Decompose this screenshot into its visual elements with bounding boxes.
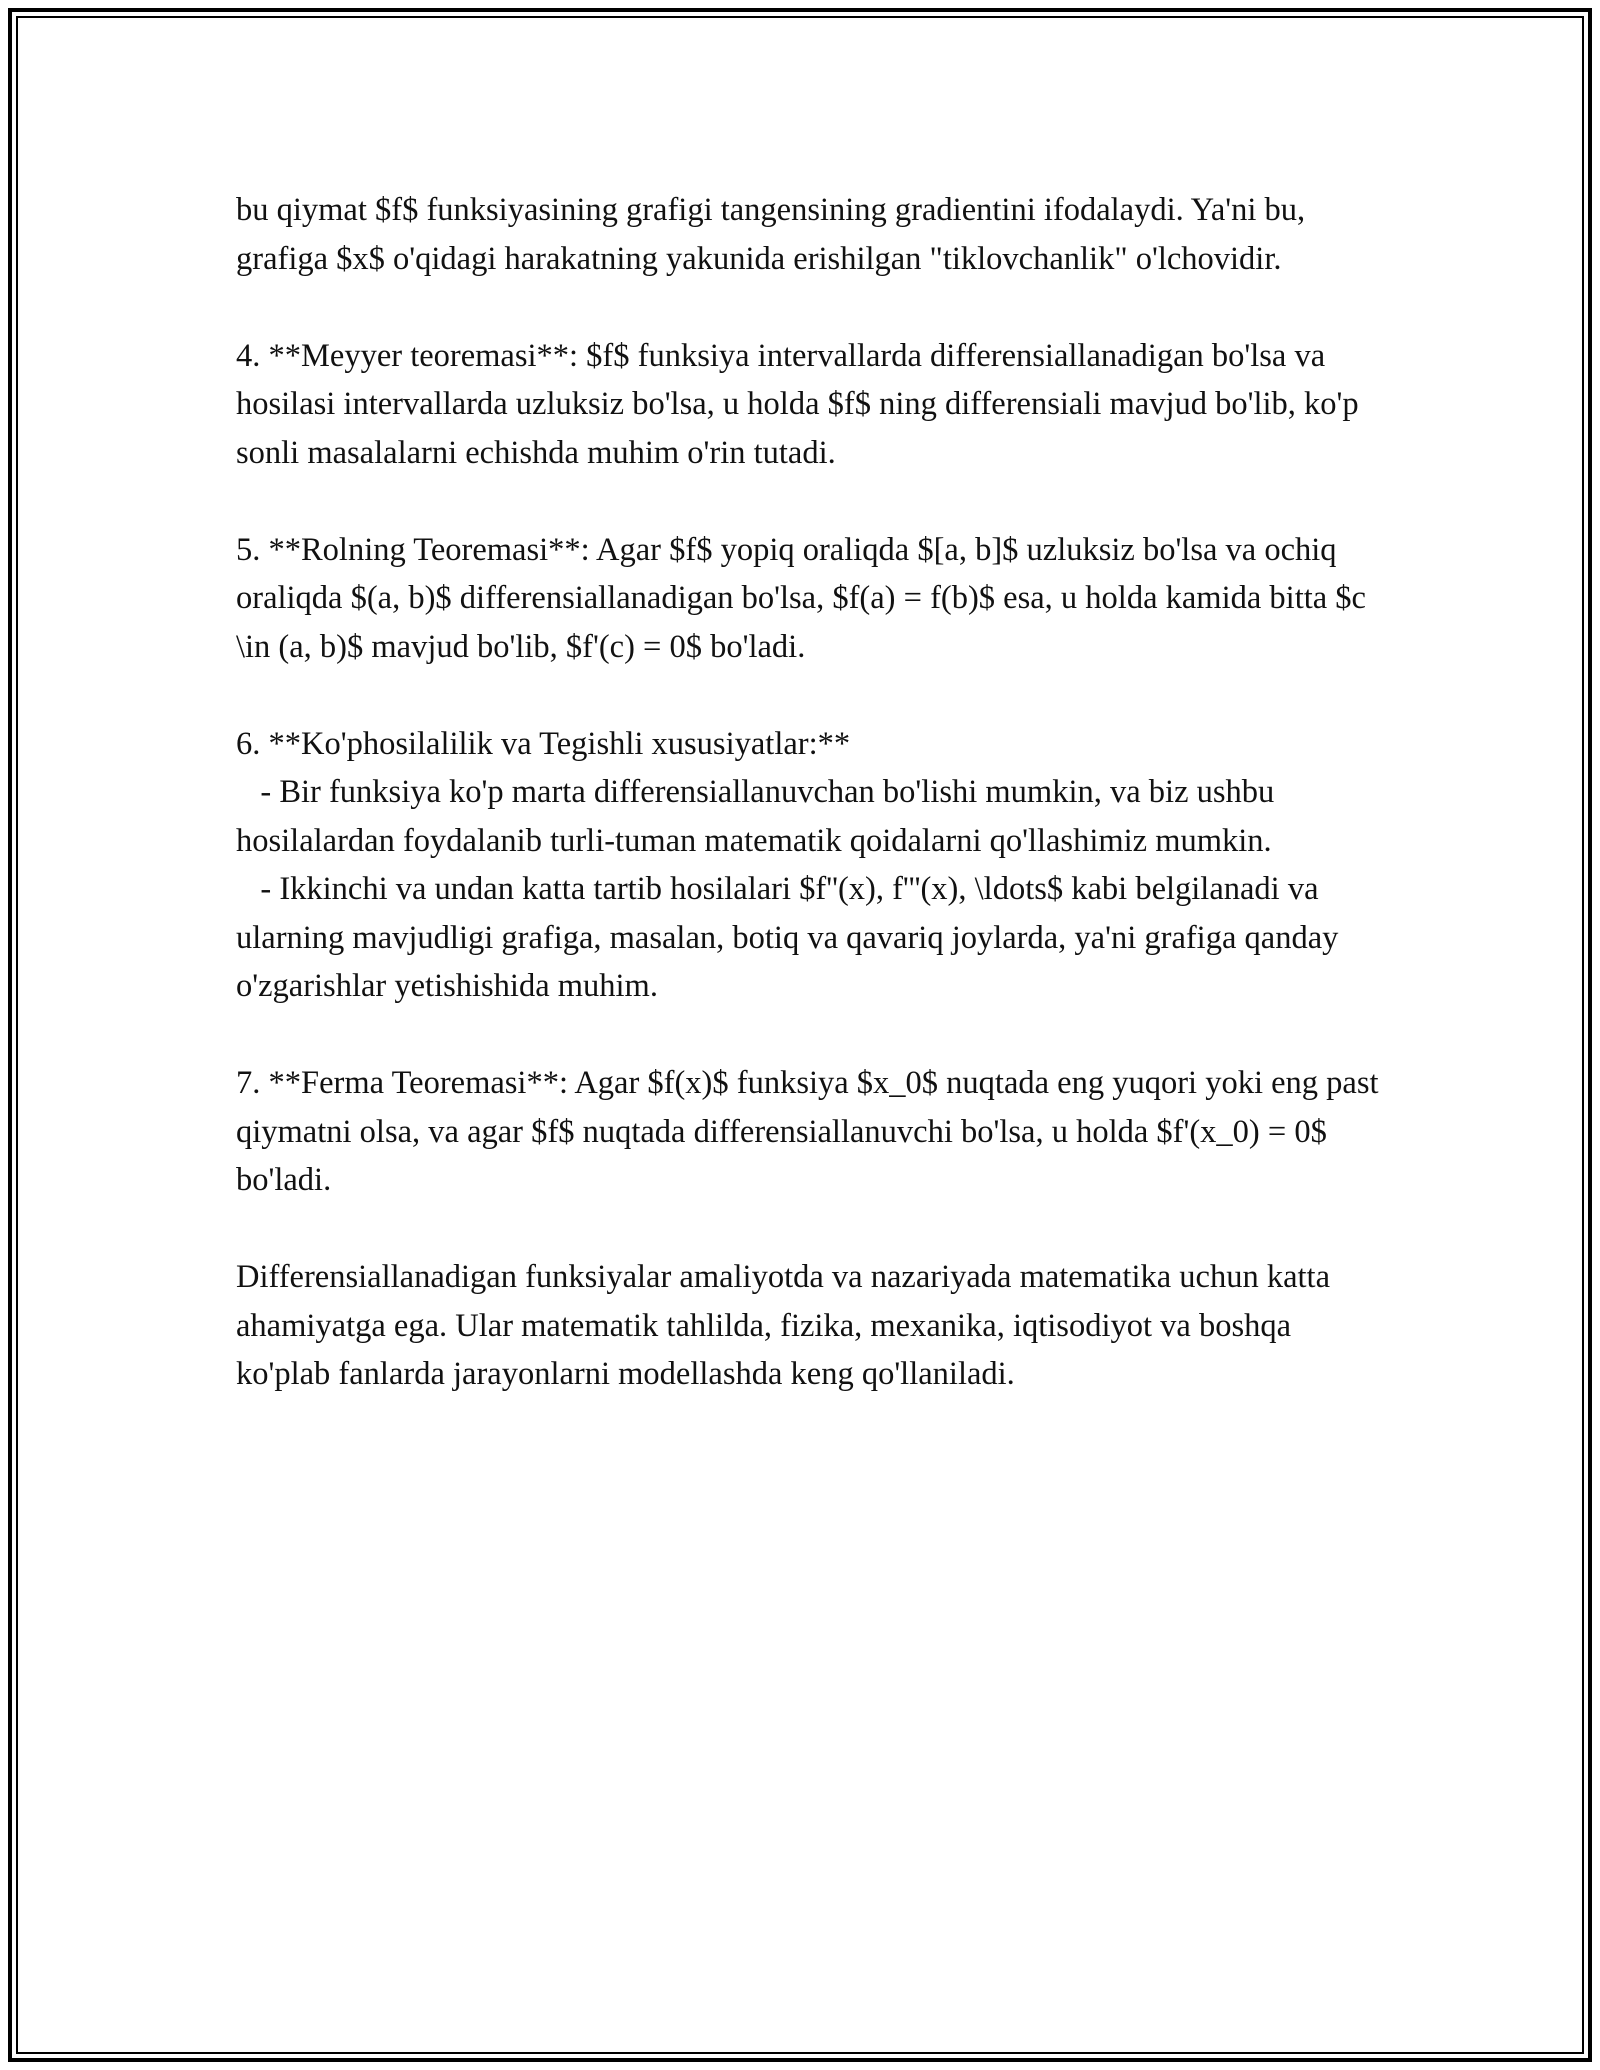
item-4-meyyer-theorem: 4. **Meyyer teoremasi**: $f$ funksiya intervallarda differensiallanadigan bo'lsa va hosilasi intervallarda uzluksiz bo'lsa, u holda $f$ ning differensiali mavjud bo'lib, ko'p sonli masalalarni echishda muhim o'rin tutadi. [236, 337, 1367, 471]
closing-paragraph: Differensiallanadigan funksiyalar amaliyotda va nazariyada matematika uchun katta ahamiyatga ega. Ular matematik tahlilda, fizika, mexanika, iqtisodiyot va boshqa ko'plab fanlarda jarayonlarni modellashda keng qo'llaniladi. [236, 1259, 1339, 1392]
item-6-bullet-1: - Bir funksiya ko'p marta differensiallanuvchan bo'lishi mumkin, va biz ushbu hosilalardan foydalanib turli-tuman matematik qoidalarni qo'llashimiz mumkin. [236, 774, 1283, 859]
item-7-fermat-theorem: 7. **Ferma Teoremasi**: Agar $f(x)$ funksiya $x_0$ nuqtada eng yuqori yoki eng past qiymatni olsa, va agar $f$ nuqtada differensiallanuvchi bo'lsa, u holda $f'(x_0) = 0$ bo'ladi. [236, 1065, 1387, 1198]
item-6-heading: 6. **Ko'phosilalilik va Tegishli xususiyatlar:** [236, 725, 851, 762]
item-6-higher-derivatives [236, 720, 1386, 1011]
intro-paragraph: bu qiymat $f$ funksiyasining grafigi tangensining gradientini ifodalaydi. Ya'ni bu, grafiga $x$ o'qidagi harakatning yakunida erishilgan "tiklovchanlik" o'lchovidir. [236, 192, 1314, 277]
item-5-rolle-theorem: 5. **Rolning Teoremasi**: Agar $f$ yopiq oraliqda $[a, b]$ uzluksiz bo'lsa va ochiq oraliqda $(a, b)$ differensiallanadigan bo'lsa, $f(a) = f(b)$ esa, u holda kamida bitta $c \in (a, b)$ mavjud bo'lib, $f'(c) = 0$ bo'ladi. [236, 531, 1375, 665]
item-6-bullet-2: - Ikkinchi va undan katta tartib hosilalari $f''(x), f'''(x), \ldots$ kabi belgilanadi va ularning mavjudligi grafiga, masalan, botiq va qavariq joylarda, ya'ni grafiga qanday o'zgarishlar yetishishida muhim. [236, 871, 1347, 1004]
document-body [236, 186, 1386, 1447]
